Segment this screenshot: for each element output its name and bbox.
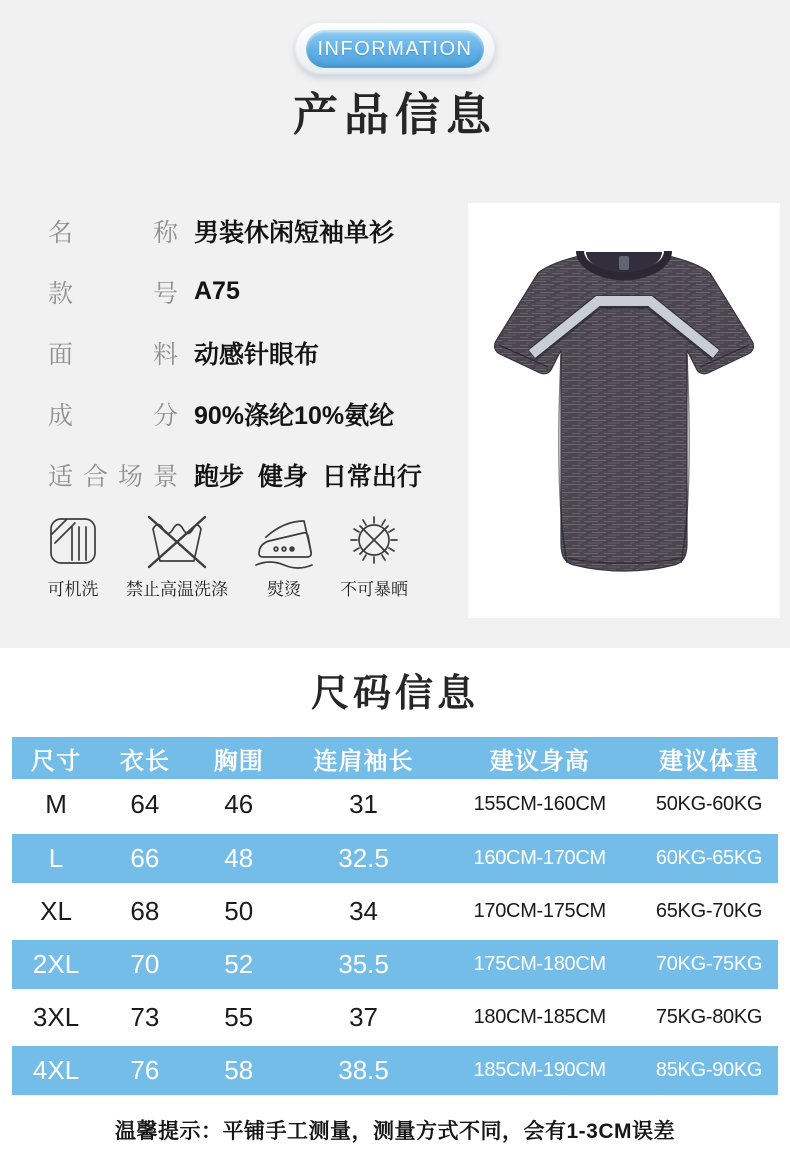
spec-label: 适合场景 [48, 462, 178, 491]
cell-size: XL [40, 896, 72, 926]
cell-weight: 60KG-65KG [640, 832, 778, 885]
cell-length: 66 [100, 832, 190, 885]
spec-label: 面料 [48, 340, 178, 369]
page-title: 产品信息 [292, 89, 497, 140]
cell-chest: 52 [190, 938, 288, 991]
cell-height: 170CM-175CM [473, 900, 606, 922]
cell-sleeve: 32.5 [288, 832, 440, 885]
cell-length: 73 [130, 1002, 160, 1032]
size-row-3xl [12, 991, 778, 1044]
information-badge-pill [306, 30, 484, 68]
size-row-4xl [12, 1044, 778, 1097]
spec-row-scenes [48, 444, 422, 505]
no-hot-wash-icon [145, 514, 209, 570]
care-instructions-row [46, 514, 408, 600]
no-sun-icon [345, 514, 403, 570]
spec-row-fabric [48, 322, 422, 383]
col-header-weight: 建议体重 [640, 737, 778, 779]
cell-weight: 70KG-75KG [640, 938, 778, 991]
cell-chest: 55 [224, 1002, 254, 1032]
tshirt-neck-label [619, 256, 629, 270]
care-item-iron [254, 514, 314, 600]
spec-value: A75 [194, 277, 240, 305]
cell-weight: 75KG-80KG [655, 1006, 763, 1028]
product-photo-card [468, 203, 780, 618]
cell-size: M [45, 789, 67, 819]
care-label: 可机洗 [47, 580, 99, 599]
spec-value: 跑步 健身 日常出行 [194, 462, 422, 491]
col-header-size: 尺寸 [12, 737, 100, 779]
iron-icon [254, 514, 314, 570]
spec-value: 90%涤纶10%氨纶 [194, 401, 395, 430]
col-header-length: 衣长 [100, 737, 190, 779]
size-row-xl [12, 885, 778, 938]
cell-height: 180CM-185CM [473, 1006, 606, 1028]
size-table [12, 737, 778, 1099]
spec-value: 男装休闲短袖单衫 [194, 218, 395, 247]
cell-sleeve: 37 [349, 1002, 379, 1032]
size-info-section [0, 648, 790, 1145]
cell-size: 2XL [12, 938, 100, 991]
cell-sleeve: 31 [349, 789, 379, 819]
cell-height: 160CM-170CM [439, 832, 640, 885]
spec-row-style-no [48, 261, 422, 322]
spec-row-name [48, 200, 422, 261]
cell-size: L [12, 832, 100, 885]
spec-list [48, 200, 422, 505]
tshirt-photo [468, 203, 780, 618]
cell-weight: 50KG-60KG [655, 793, 763, 815]
cell-length: 76 [100, 1044, 190, 1097]
cell-weight: 85KG-90KG [640, 1044, 778, 1097]
information-badge-label: INFORMATION [317, 37, 473, 60]
cell-height: 155CM-160CM [473, 793, 606, 815]
information-badge [295, 23, 495, 75]
cell-sleeve: 38.5 [288, 1044, 440, 1097]
cell-size: 4XL [12, 1044, 100, 1097]
spec-label: 名称 [48, 218, 178, 247]
cell-chest: 50 [224, 896, 254, 926]
care-item-no-sun [340, 514, 408, 600]
care-label: 熨烫 [267, 580, 301, 599]
cell-height: 185CM-190CM [439, 1044, 640, 1097]
cell-size: 3XL [32, 1002, 80, 1032]
spec-row-composition [48, 383, 422, 444]
cell-weight: 65KG-70KG [655, 900, 763, 922]
size-row-2xl [12, 938, 778, 991]
care-label: 不可暴晒 [340, 580, 408, 599]
spec-label: 成分 [48, 401, 178, 430]
cell-sleeve: 34 [349, 896, 379, 926]
cell-chest: 48 [190, 832, 288, 885]
care-item-machine-wash [46, 514, 100, 600]
cell-chest: 46 [224, 789, 254, 819]
size-row-l [12, 832, 778, 885]
measurement-note: 温馨提示：平铺手工测量，测量方式不同，会有1-3CM误差 [114, 1120, 675, 1143]
cell-length: 68 [130, 896, 160, 926]
cell-height: 175CM-180CM [439, 938, 640, 991]
cell-length: 70 [100, 938, 190, 991]
size-row-m [12, 779, 778, 832]
col-header-height: 建议身高 [439, 737, 640, 779]
cell-sleeve: 35.5 [288, 938, 440, 991]
col-header-sleeve: 连肩袖长 [288, 737, 440, 779]
care-item-no-hot-wash [126, 514, 228, 600]
cell-length: 64 [130, 789, 160, 819]
care-label: 禁止高温洗涤 [126, 580, 228, 599]
size-table-header-row [12, 737, 778, 779]
cell-chest: 58 [190, 1044, 288, 1097]
spec-label: 款号 [48, 279, 178, 308]
machine-wash-icon [46, 514, 100, 570]
spec-value: 动感针眼布 [194, 340, 320, 369]
col-header-chest: 胸围 [190, 737, 288, 779]
size-info-title: 尺码信息 [310, 673, 479, 715]
